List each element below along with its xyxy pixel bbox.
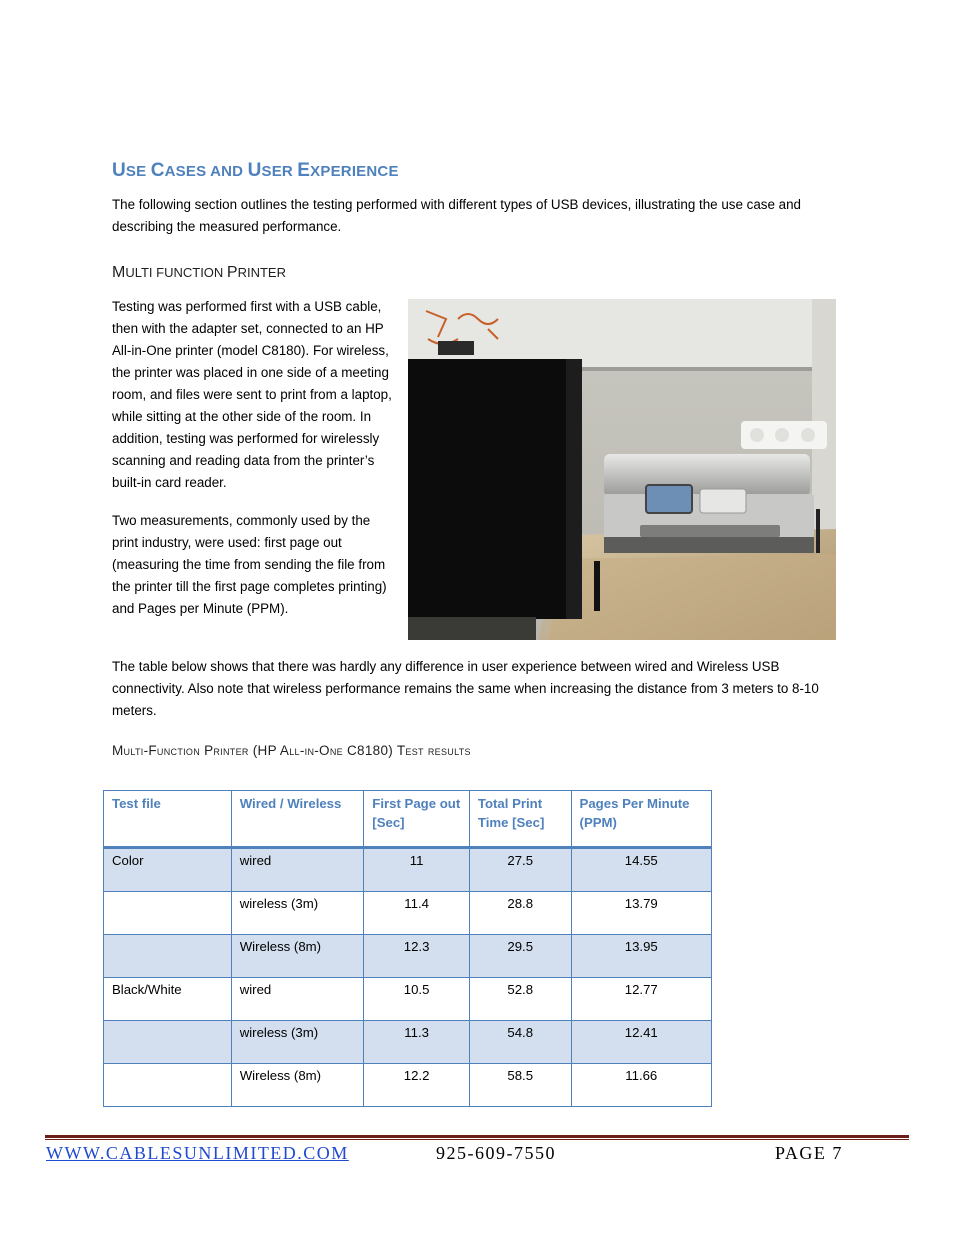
cell-first-page: 11: [364, 848, 470, 892]
cell-connection: wireless (3m): [231, 892, 364, 935]
cell-test-file: Black/White: [104, 978, 232, 1021]
header-test-file: Test file: [104, 791, 232, 848]
cell-first-page: 10.5: [364, 978, 470, 1021]
test-results-table: [103, 790, 712, 1107]
cell-first-page: 12.2: [364, 1064, 470, 1107]
cell-first-page: 11.4: [364, 892, 470, 935]
footer-page-number: PAGE 7: [775, 1143, 843, 1163]
cell-connection: wired: [231, 848, 364, 892]
cell-ppm: 14.55: [571, 848, 711, 892]
printer-photo: [408, 299, 836, 640]
heading-rest-4: XPERIENCE: [310, 163, 399, 180]
cell-test-file: [104, 892, 232, 935]
cell-test-file: Color: [104, 848, 232, 892]
heading-rest-1: SE: [125, 163, 151, 180]
cell-connection: wireless (3m): [231, 1021, 364, 1064]
section-heading: [112, 160, 399, 182]
cell-ppm: 12.77: [571, 978, 711, 1021]
cell-ppm: 12.41: [571, 1021, 711, 1064]
footer-rule: [45, 1135, 909, 1138]
table-title: Multi-Function Printer (HP All-in-One C8180) Test results: [112, 743, 471, 758]
footer-rule-thin: [45, 1139, 909, 1140]
cell-total-time: 52.8: [469, 978, 571, 1021]
heading-cap-3: U: [247, 160, 262, 181]
header-pages-per-minute: Pages Per Minute (PPM): [571, 791, 711, 848]
cell-connection: wired: [231, 978, 364, 1021]
printer-paragraph-1: Testing was performed first with a USB cable, then with the adapter set, connected to an HP All-in-One printer (model C8180). For wireless, the printer was placed in one side of a meeting room, and files were sent to print from a laptop, while sitting at the other side of the room. In addition, testing was performed for wirelessly scanning and reading data from the printer’s built-in card reader.: [112, 299, 392, 490]
cell-first-page: 11.3: [364, 1021, 470, 1064]
cell-total-time: 29.5: [469, 935, 571, 978]
heading-cap-4: E: [297, 160, 311, 181]
cell-total-time: 28.8: [469, 892, 571, 935]
intro-paragraph: The following section outlines the testing performed with different types of USB devices, illustrating the use case and describing the measured performance.: [112, 197, 802, 234]
footer-phone: 925-609-7550: [436, 1143, 556, 1163]
table-row: [104, 978, 712, 1021]
subheading-rest-1: ULTI FUNCTION: [125, 265, 227, 280]
heading-cap-2: C: [150, 160, 165, 181]
cell-ppm: 11.66: [571, 1064, 711, 1107]
table-header-row: [104, 791, 712, 848]
header-total-print-time: Total Print Time [Sec]: [469, 791, 571, 848]
printer-paragraph-2: Two measurements, commonly used by the print industry, were used: first page out (measuring the time from sending the file from the printer till the first page completes printing) and Pages per Minute (PPM).: [112, 513, 387, 616]
printer-description: [112, 296, 397, 636]
table-row: [104, 1021, 712, 1064]
heading-rest-2: ASES AND: [164, 163, 248, 180]
cell-test-file: [104, 935, 232, 978]
header-wired-wireless: Wired / Wireless: [231, 791, 364, 848]
table-row: [104, 1064, 712, 1107]
cell-total-time: 54.8: [469, 1021, 571, 1064]
cell-ppm: 13.95: [571, 935, 711, 978]
cell-total-time: 27.5: [469, 848, 571, 892]
cell-test-file: [104, 1064, 232, 1107]
cell-total-time: 58.5: [469, 1064, 571, 1107]
cell-first-page: 12.3: [364, 935, 470, 978]
subsection-heading: [112, 264, 286, 282]
cell-connection: Wireless (8m): [231, 935, 364, 978]
table-row: [104, 935, 712, 978]
heading-cap-1: U: [112, 160, 126, 181]
heading-rest-3: SER: [261, 163, 298, 180]
subheading-cap-1: M: [112, 264, 126, 281]
header-first-page-out: First Page out [Sec]: [364, 791, 470, 848]
footer-website-link[interactable]: WWW.CABLESUNLIMITED.COM: [46, 1143, 349, 1163]
comparison-paragraph: The table below shows that there was hardly any difference in user experience between wired and Wireless USB connectivity. Also note that wireless performance remains the same when increasing the distance from 3 meters to 8-10 meters.: [112, 659, 819, 718]
cell-test-file: [104, 1021, 232, 1064]
subheading-rest-2: RINTER: [237, 265, 286, 280]
subheading-cap-2: P: [226, 264, 238, 281]
cell-connection: Wireless (8m): [231, 1064, 364, 1107]
cell-ppm: 13.79: [571, 892, 711, 935]
table-row: [104, 848, 712, 892]
table-row: [104, 892, 712, 935]
